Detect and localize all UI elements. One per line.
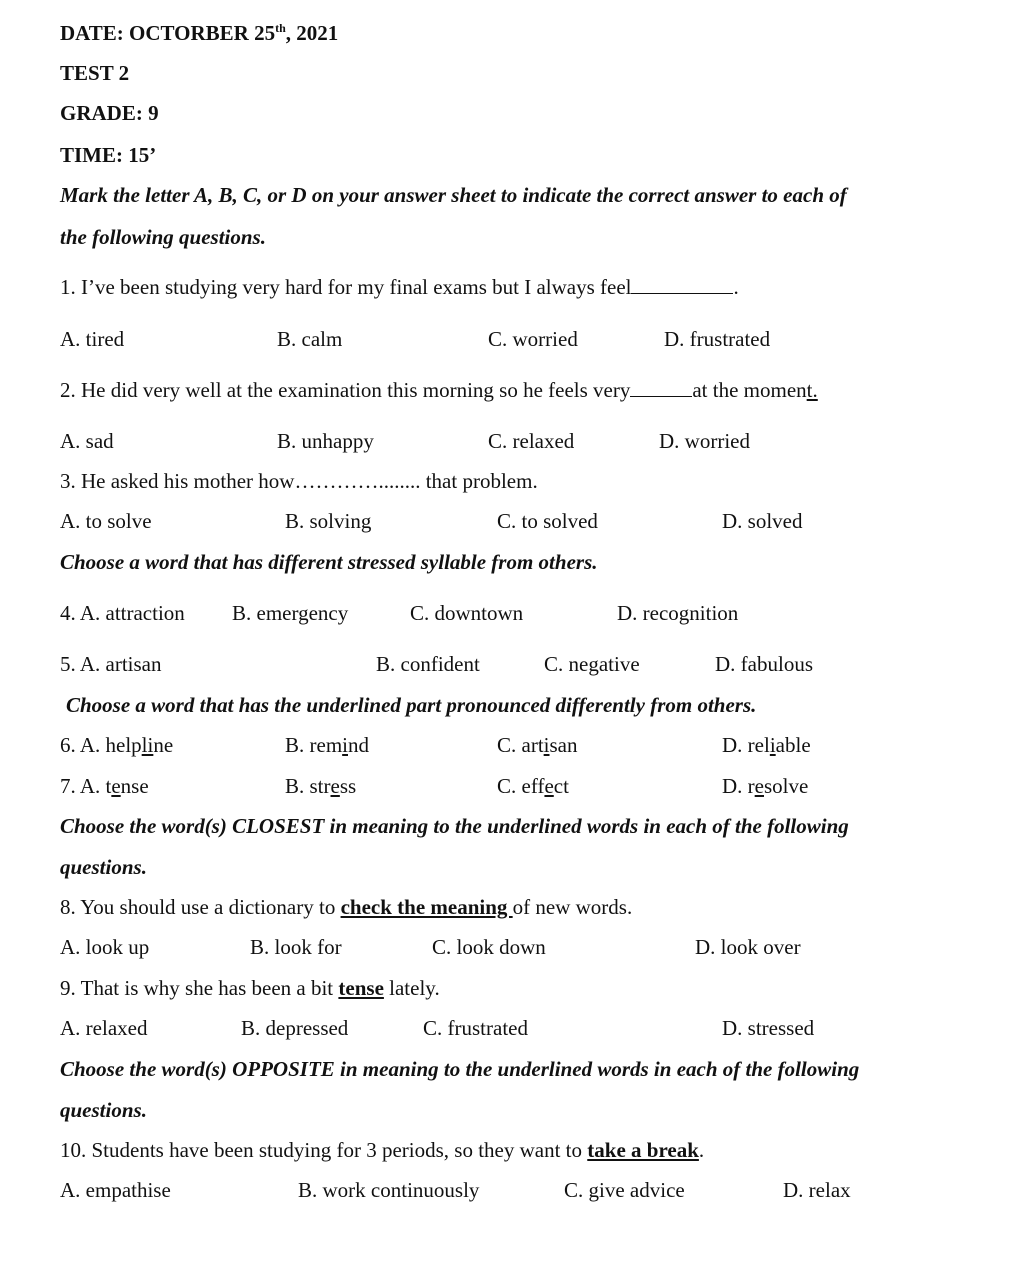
- question-9-text: 9. That is why she has been a bit: [60, 976, 339, 1000]
- question-10-option-c: C. give advice: [564, 1178, 685, 1202]
- question-5-option-c: C. negative: [544, 652, 640, 676]
- question-1-end: .: [733, 275, 739, 299]
- question-6-a-post: ne: [153, 733, 174, 757]
- question-1-option-a: A. tired: [60, 327, 125, 351]
- question-1-stem: [60, 274, 739, 300]
- question-7-d-underlined: e: [754, 774, 764, 798]
- question-2-option-d: D. worried: [659, 429, 750, 453]
- question-6-option-a: [60, 732, 173, 758]
- question-4-option-c: C. downtown: [410, 601, 524, 625]
- question-6-a-underlined: li: [141, 733, 154, 757]
- question-6-option-d: [722, 732, 811, 758]
- question-4-option-d: D. recognition: [617, 601, 739, 625]
- question-6-c-pre: C. art: [497, 733, 544, 757]
- question-4-option-a: 4. A. attraction: [60, 601, 185, 625]
- section4-instruction-line2: questions.: [60, 855, 147, 879]
- section5-instruction-line2: questions.: [60, 1098, 147, 1122]
- question-9-text-after: lately.: [383, 976, 440, 1000]
- question-10-text: 10. Students have been studying for 3 periods, so they want to: [60, 1138, 588, 1162]
- question-8-underlined-phrase: check the meaning: [340, 895, 513, 919]
- section5-instruction-line1: Choose the word(s) OPPOSITE in meaning to the underlined words in each of the following: [60, 1057, 860, 1081]
- date-text: DATE: OCTORBER 25: [60, 21, 276, 45]
- question-3-option-b: B. solving: [285, 509, 372, 533]
- question-7-option-b: [285, 773, 356, 799]
- question-3-text: 3. He asked his mother how: [60, 469, 295, 493]
- section2-instruction: Choose a word that has different stressed syllable from others.: [60, 550, 598, 574]
- question-6-d-pre: D. rel: [722, 733, 770, 757]
- question-7-c-underlined: e: [544, 774, 554, 798]
- date-superscript: th: [275, 21, 286, 35]
- section1-instruction-line1: Mark the letter A, B, C, or D on your answer sheet to indicate the correct answer to each of: [60, 183, 847, 207]
- question-7-option-d: [722, 773, 808, 799]
- question-7-b-underlined: e: [330, 774, 340, 798]
- question-6-option-c: [497, 732, 578, 758]
- section4-instruction-line1: Choose the word(s) CLOSEST in meaning to the underlined words in each of the following: [60, 814, 849, 838]
- question-7-option-c: [497, 773, 569, 799]
- question-6-b-underlined: i: [342, 733, 348, 757]
- question-1-blank: [631, 275, 733, 294]
- question-7-option-a: [60, 773, 149, 799]
- question-3-text-after: that problem.: [420, 469, 538, 493]
- question-3-dots: …………........: [294, 469, 421, 493]
- question-2-text-after: at the momen: [692, 378, 807, 402]
- question-7-c-pre: C. eff: [497, 774, 545, 798]
- question-6-c-post: san: [549, 733, 578, 757]
- question-2-text: 2. He did very well at the examination this morning so he feels very: [60, 378, 631, 402]
- question-6-a-pre: 6. A. help: [60, 733, 142, 757]
- question-6-b-post: nd: [348, 733, 369, 757]
- question-8-text-after: of new words.: [512, 895, 633, 919]
- question-4-option-b: B. emergency: [232, 601, 349, 625]
- question-8-stem: [60, 894, 632, 920]
- date-line: [60, 20, 338, 46]
- question-1-option-c: C. worried: [488, 327, 578, 351]
- question-3-stem: [60, 468, 538, 494]
- question-2-stem: [60, 377, 818, 403]
- question-2-option-c: C. relaxed: [488, 429, 575, 453]
- question-9-option-b: B. depressed: [241, 1016, 349, 1040]
- question-1-option-d: D. frustrated: [664, 327, 771, 351]
- question-7-b-post: ss: [339, 774, 357, 798]
- date-year: , 2021: [285, 21, 339, 45]
- question-9-stem: [60, 975, 440, 1001]
- question-8-option-b: B. look for: [250, 935, 342, 959]
- question-7-b-pre: B. str: [285, 774, 331, 798]
- question-6-option-b: [285, 732, 369, 758]
- question-6-c-underlined: i: [543, 733, 550, 757]
- question-5-option-d: D. fabulous: [715, 652, 813, 676]
- question-6-d-underlined: i: [769, 733, 776, 757]
- question-10-stem: [60, 1137, 704, 1163]
- grade-line: GRADE: 9: [60, 101, 159, 125]
- question-7-d-post: solve: [764, 774, 809, 798]
- question-3-option-a: A. to solve: [60, 509, 152, 533]
- question-1-option-b: B. calm: [277, 327, 343, 351]
- question-9-underlined-word: tense: [338, 976, 384, 1000]
- question-5-option-a: 5. A. artisan: [60, 652, 162, 676]
- question-2-blank: [630, 378, 692, 397]
- question-2-option-a: A. sad: [60, 429, 114, 453]
- question-1-text: 1. I’ve been studying very hard for my final exams but I always feel: [60, 275, 632, 299]
- question-2-text-end: t.: [806, 378, 818, 402]
- question-10-option-a: A. empathise: [60, 1178, 171, 1202]
- question-7-a-underlined: e: [111, 774, 121, 798]
- question-9-option-d: D. stressed: [722, 1016, 815, 1040]
- question-8-text: 8. You should use a dictionary to: [60, 895, 341, 919]
- section1-instruction-line2: the following questions.: [60, 225, 266, 249]
- question-3-option-c: C. to solved: [497, 509, 598, 533]
- question-8-option-d: D. look over: [695, 935, 801, 959]
- question-10-underlined-phrase: take a break: [587, 1138, 699, 1162]
- question-2-option-b: B. unhappy: [277, 429, 374, 453]
- question-10-option-b: B. work continuously: [298, 1178, 480, 1202]
- question-7-d-pre: D. r: [722, 774, 755, 798]
- question-3-option-d: D. solved: [722, 509, 803, 533]
- question-6-b-pre: B. rem: [285, 733, 343, 757]
- section3-instruction: Choose a word that has the underlined part pronounced differently from others.: [66, 693, 757, 717]
- question-6-d-post: able: [775, 733, 811, 757]
- question-9-option-a: A. relaxed: [60, 1016, 148, 1040]
- question-5-option-b: B. confident: [376, 652, 480, 676]
- question-7-a-pre: 7. A. t: [60, 774, 112, 798]
- question-7-c-post: ct: [553, 774, 569, 798]
- question-10-option-d: D. relax: [783, 1178, 851, 1202]
- test-title: TEST 2: [60, 61, 130, 85]
- question-9-option-c: C. frustrated: [423, 1016, 528, 1040]
- question-10-text-after: .: [698, 1138, 705, 1162]
- question-8-option-a: A. look up: [60, 935, 150, 959]
- question-7-a-post: nse: [120, 774, 149, 798]
- question-8-option-c: C. look down: [432, 935, 546, 959]
- time-line: TIME: 15’: [60, 143, 157, 167]
